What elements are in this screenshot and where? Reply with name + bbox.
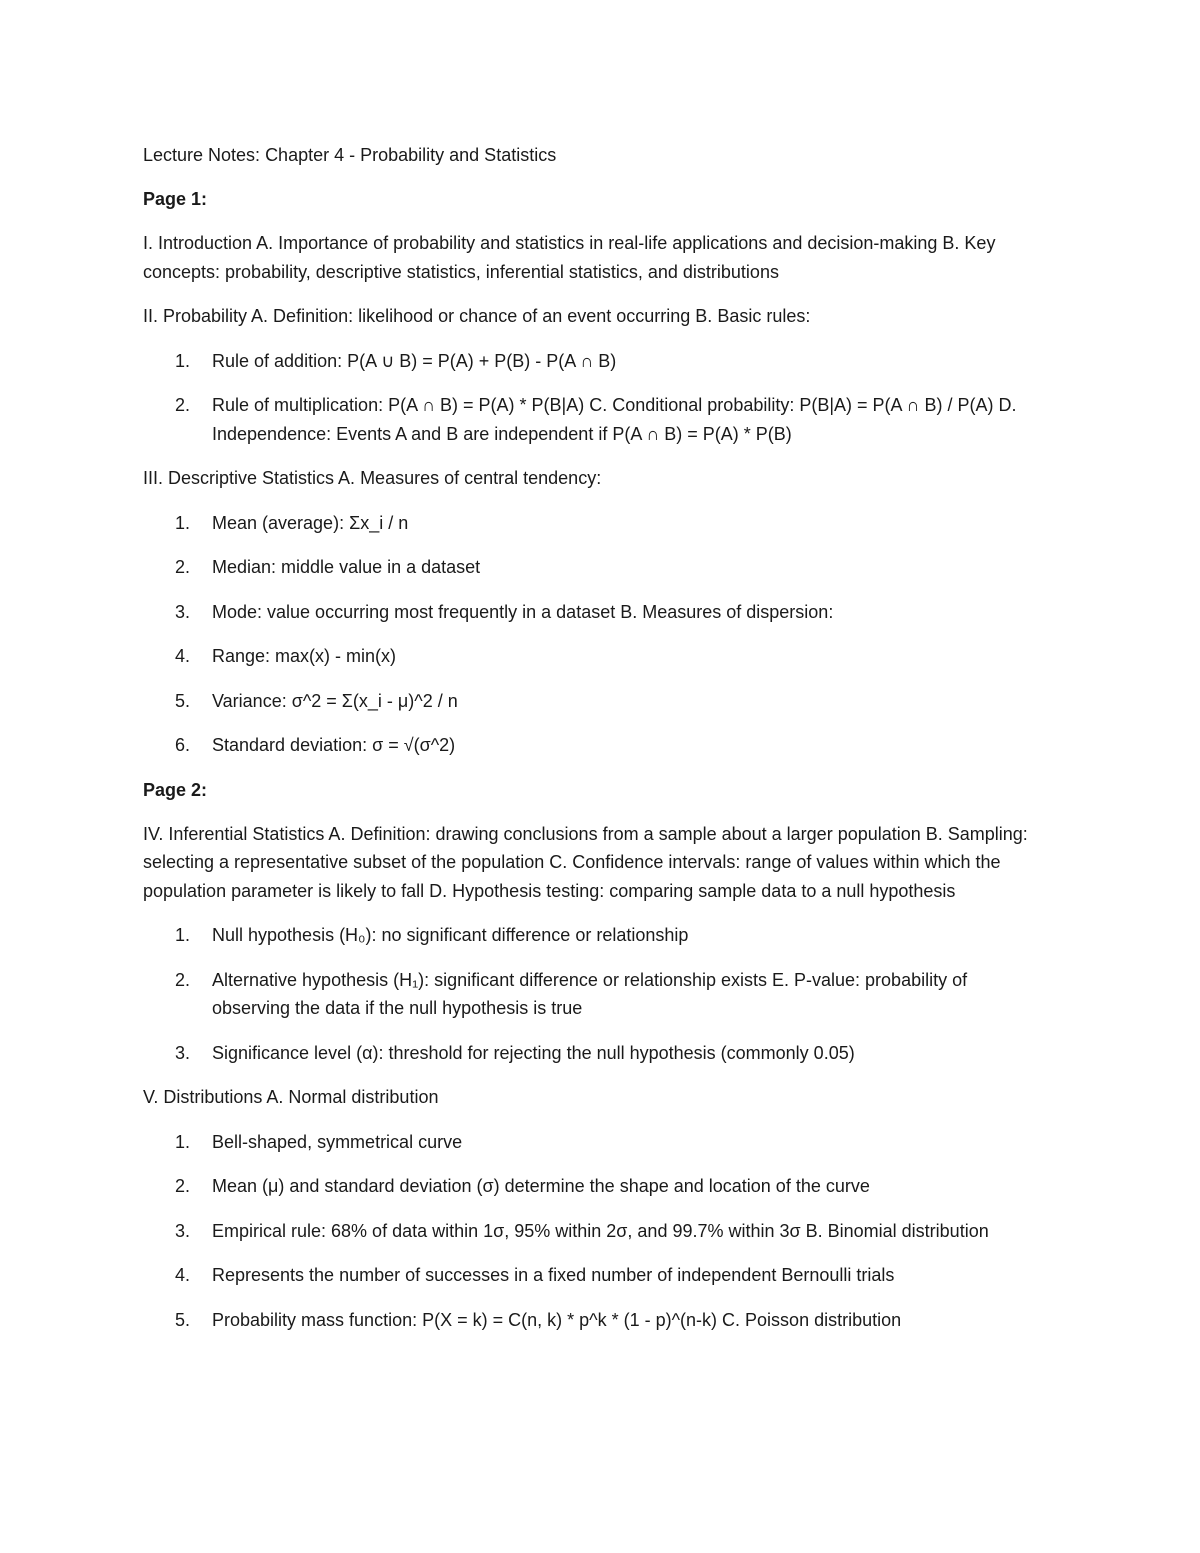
list-number: 1. (175, 925, 191, 945)
list-text: Empirical rule: 68% of data within 1σ, 95% within 2σ, and 99.7% within 3σ B. Binomial distribution (212, 1220, 989, 1241)
list-item (143, 1039, 1050, 1068)
list-number: 2. (175, 1176, 191, 1196)
list-text: Mean (average): Σx_i / n (212, 512, 409, 533)
list-text: Median: middle value in a dataset (212, 557, 481, 577)
list-item (143, 1172, 1050, 1201)
distributions-list (143, 1128, 1050, 1335)
list-number: 6. (175, 735, 191, 755)
list-text: Rule of multiplication: P(A ∩ B) = P(A) * P(B|A) C. Conditional probability: P(B|A) = P(A ∩ B) / P(A) D. Independence: Events A and B are independent if P(A ∩ B) = P(A) * P(B) (212, 395, 1017, 444)
list-text: Significance level (α): threshold for rejecting the null hypothesis (commonly 0.05) (212, 1042, 855, 1063)
list-text: Represents the number of successes in a fixed number of independent Bernoulli trials (212, 1265, 895, 1285)
list-item (143, 1128, 1050, 1157)
list-text: Null hypothesis (H₀): no significant difference or relationship (212, 925, 689, 945)
list-text: Probability mass function: P(X = k) = C(n, k) * p^k * (1 - p)^(n-k) C. Poisson distribution (212, 1309, 902, 1330)
list-number: 5. (175, 1309, 191, 1330)
list-number: 1. (175, 512, 191, 533)
page-2-label: Page 2: (143, 779, 208, 800)
list-item (143, 1306, 1050, 1335)
probability-heading: II. Probability A. Definition: likelihood or chance of an event occurring B. Basic rules: (143, 306, 811, 326)
list-number: 3. (175, 601, 191, 622)
list-number: 2. (175, 557, 191, 577)
inferential-statistics-paragraph: IV. Inferential Statistics A. Definition: drawing conclusions from a sample about a larger population B. Sampling: selecting a representative subset of the population C. Confidence intervals: range of values within which the population parameter is likely to fall D. Hypothesis testing: comparing sample data to a null hypothesis (143, 823, 1028, 901)
list-text: Mode: value occurring most frequently in a dataset B. Measures of dispersion: (212, 601, 834, 622)
inferential-statistics-list (143, 921, 1050, 1067)
list-text: Mean (μ) and standard deviation (σ) determine the shape and location of the curve (212, 1176, 870, 1196)
list-item (143, 598, 1050, 627)
list-number: 3. (175, 1220, 191, 1241)
list-item (143, 1261, 1050, 1290)
list-text: Range: max(x) - min(x) (212, 646, 397, 666)
list-item (143, 347, 1050, 376)
list-item (143, 553, 1050, 582)
list-item (143, 1217, 1050, 1246)
list-item (143, 391, 1050, 448)
list-text: Bell-shaped, symmetrical curve (212, 1131, 463, 1152)
page-1-label: Page 1: (143, 189, 208, 209)
list-number: 2. (175, 395, 191, 415)
list-number: 4. (175, 1265, 191, 1285)
list-item (143, 966, 1050, 1023)
distributions-heading: V. Distributions A. Normal distribution (143, 1087, 439, 1107)
list-number: 2. (175, 969, 191, 990)
list-number: 5. (175, 690, 191, 711)
list-text: Rule of addition: P(A ∪ B) = P(A) + P(B) - P(A ∩ B) (212, 350, 617, 371)
document-title: Lecture Notes: Chapter 4 - Probability and Statistics (143, 145, 557, 165)
list-text: Variance: σ^2 = Σ(x_i - μ)^2 / n (212, 690, 458, 711)
list-number: 3. (175, 1042, 191, 1063)
descriptive-statistics-heading: III. Descriptive Statistics A. Measures of central tendency: (143, 468, 602, 488)
list-text: Standard deviation: σ = √(σ^2) (212, 735, 456, 755)
list-number: 1. (175, 350, 191, 371)
list-item (143, 509, 1050, 538)
introduction-paragraph: I. Introduction A. Importance of probability and statistics in real-life applications and decision-making B. Key concepts: probability, descriptive statistics, inferential statistics, and distributions (143, 233, 996, 282)
list-item (143, 731, 1050, 760)
list-item (143, 642, 1050, 671)
list-number: 1. (175, 1131, 191, 1152)
probability-list (143, 347, 1050, 449)
list-item (143, 921, 1050, 950)
list-number: 4. (175, 646, 191, 666)
list-text: Alternative hypothesis (H₁): significant difference or relationship exists E. P-value: probability of observing the data if the null hypothesis is true (212, 969, 968, 1018)
list-item (143, 687, 1050, 716)
descriptive-statistics-list (143, 509, 1050, 760)
